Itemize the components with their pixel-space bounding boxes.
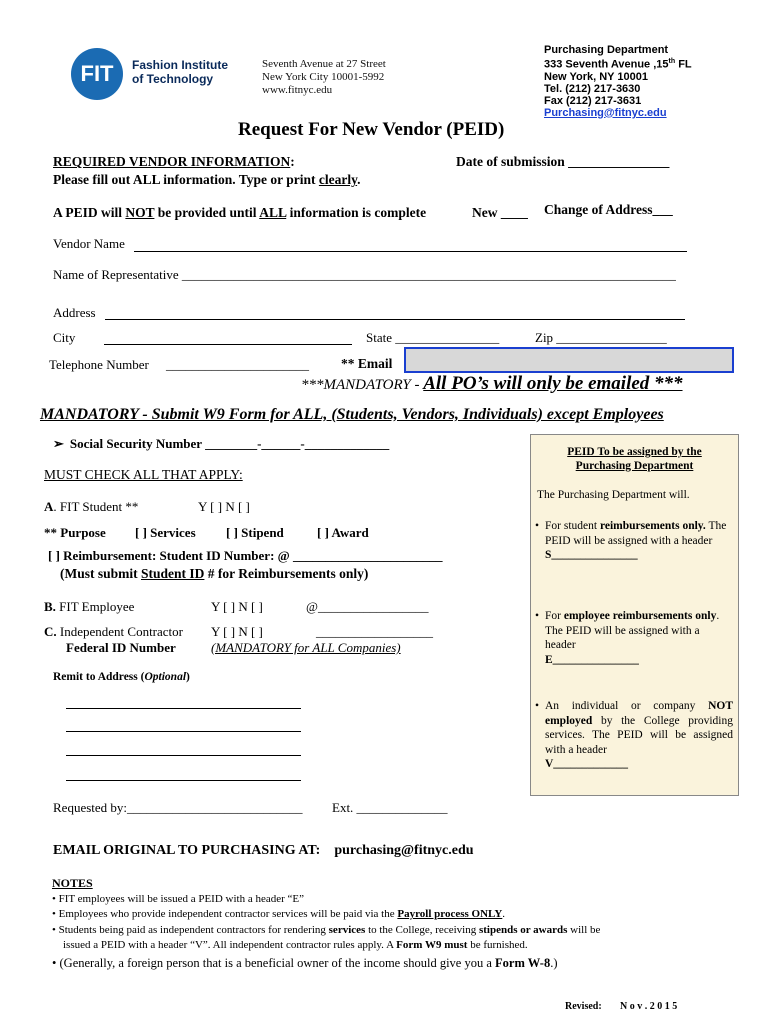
- mandatory-email-notice: ***MANDATORY - All PO’s will only be emailed ***: [301, 373, 683, 394]
- dept-address: 333 Seventh Avenue ,15th FL: [544, 58, 692, 71]
- email-original-instruction: EMAIL ORIGINAL TO PURCHASING AT: purchasing@fitnyc.edu: [53, 843, 474, 858]
- services-checkbox[interactable]: [ ] Services: [135, 525, 196, 540]
- logo-name-line2: of Technology: [132, 72, 214, 86]
- address-field[interactable]: [105, 319, 685, 320]
- purpose-label: ** Purpose: [44, 525, 106, 540]
- remit-line-3[interactable]: [66, 755, 301, 756]
- federal-id-mandatory: (MANDATORY for ALL Companies): [211, 640, 401, 655]
- revised-date: N o v . 2 0 1 5: [620, 1001, 678, 1012]
- stipend-checkbox[interactable]: [ ] Stipend: [226, 525, 284, 540]
- address-label: Address: [53, 305, 96, 320]
- telephone-field[interactable]: ______________________: [166, 357, 309, 372]
- sidebox-student-item: • For student reimbursements only. The PEID will be assigned with a header S_______________: [535, 520, 727, 561]
- bullet-icon: •: [535, 610, 540, 622]
- vendor-name-label: Vendor Name: [53, 236, 125, 251]
- peid-sidebox: [530, 434, 739, 796]
- note-3-cont: issued a PEID with a header “V”. All independent contractor rules apply. A Form W9 must be furnished.: [63, 939, 528, 951]
- addr-line2: New York City 10001-5992: [262, 71, 385, 83]
- college-address: [262, 58, 386, 97]
- sidebox-vendor-item: • An individual or company NOT employed by the College providing services. The PEID will be assigned with a header V_____________: [535, 700, 733, 770]
- fit-logo-mark: FIT: [71, 48, 123, 100]
- notes-title: NOTES: [52, 876, 93, 890]
- employee-yn-checkbox[interactable]: Y [ ] N [ ]: [211, 599, 263, 614]
- dept-email-link[interactable]: Purchasing@fitnyc.edu: [544, 106, 667, 119]
- remit-line-1[interactable]: [66, 708, 301, 709]
- w9-mandatory-notice: MANDATORY - Submit W9 Form for ALL, (Students, Vendors, Individuals) except Employees: [40, 406, 664, 423]
- fill-instructions: Please fill out ALL information. Type or print clearly.: [53, 172, 361, 187]
- notes-section: [52, 876, 600, 971]
- note-1: • FIT employees will be issued a PEID with a header “E”: [52, 892, 305, 905]
- city-label: City: [53, 330, 76, 345]
- dept-name: Purchasing Department: [544, 44, 669, 56]
- ssn-field[interactable]: ➢ Social Security Number ________-______-_____________: [53, 436, 390, 451]
- student-row: A. FIT Student **: [44, 499, 139, 514]
- representative-field[interactable]: Name of Representative ____________________________________________________________________________: [53, 267, 676, 282]
- form-title: Request For New Vendor (PEID): [238, 119, 505, 140]
- remit-line-4[interactable]: [66, 780, 301, 781]
- note-2: • Employees who provide independent contractor services will be paid via the Payroll process ONLY.: [52, 908, 506, 920]
- sidebox-intro: The Purchasing Department will.: [537, 489, 690, 501]
- sidebox-heading: PEID To be assigned by the Purchasing Department: [567, 446, 702, 472]
- fit-logo-name: [132, 58, 228, 86]
- purchasing-contact: [544, 44, 692, 119]
- logo-name-line1: Fashion Institute: [132, 58, 228, 72]
- new-vendor-option[interactable]: New ____: [472, 205, 528, 220]
- requested-by-field[interactable]: Requested by:___________________________: [53, 800, 303, 815]
- addr-line3: www.fitnyc.edu: [262, 84, 333, 96]
- peid-warning: A PEID will NOT be provided until ALL information is complete: [53, 205, 427, 220]
- dept-fax: Fax (212) 217-3631: [544, 94, 642, 107]
- bullet-icon: •: [535, 520, 540, 532]
- city-field[interactable]: [104, 344, 352, 345]
- required-heading: REQUIRED VENDOR INFORMATION:: [53, 154, 295, 169]
- email-label: ** Email: [341, 356, 393, 371]
- remit-label: Remit to Address (Optional): [53, 671, 190, 683]
- addr-line1: Seventh Avenue at 27 Street: [262, 58, 386, 70]
- reimbursement-checkbox[interactable]: [ ] Reimbursement: Student ID Number: @ _______________________: [48, 548, 443, 563]
- vendor-name-field[interactable]: [134, 251, 687, 252]
- note-4: • (Generally, a foreign person that is a beneficial owner of the income should give you a Form W-8.): [52, 955, 558, 970]
- change-of-address-option[interactable]: Change of Address___: [544, 202, 673, 217]
- email-input[interactable]: [404, 347, 734, 373]
- must-submit-student-id: (Must submit Student ID # for Reimbursements only): [60, 566, 369, 581]
- remit-line-2[interactable]: [66, 731, 301, 732]
- contractor-yn-checkbox[interactable]: Y [ ] N [ ]: [211, 624, 263, 639]
- bullet-icon: •: [535, 700, 540, 712]
- employee-row: B. FIT Employee: [44, 599, 135, 614]
- note-3: • Students being paid as independent contractors for rendering services to the College, receiving stipends or awards will be: [52, 923, 601, 936]
- award-checkbox[interactable]: [ ] Award: [317, 525, 369, 540]
- zip-field[interactable]: Zip _________________: [535, 330, 667, 345]
- employee-id-field[interactable]: @_________________: [306, 599, 429, 614]
- revised-label: Revised:: [565, 1001, 602, 1012]
- contractor-row: C. Independent Contractor: [44, 624, 183, 639]
- federal-id-label: Federal ID Number: [66, 640, 176, 655]
- arrow-bullet-icon: ➢: [53, 436, 64, 451]
- sidebox-employee-item: • For employee reimbursements only. The PEID will be assigned with a header E_______________: [535, 610, 720, 666]
- state-field[interactable]: State ________________: [366, 330, 500, 345]
- must-check-heading: MUST CHECK ALL THAT APPLY:: [44, 467, 243, 482]
- contractor-blank-field[interactable]: __________________: [316, 624, 433, 639]
- dept-tel: Tel. (212) 217-3630: [544, 82, 641, 95]
- telephone-label: Telephone Number: [49, 357, 149, 372]
- dept-city: New York, NY 10001: [544, 70, 648, 83]
- ext-field[interactable]: Ext. ______________: [332, 800, 448, 815]
- date-of-submission[interactable]: Date of submission _______________: [456, 154, 670, 169]
- student-yn-checkbox[interactable]: Y [ ] N [ ]: [198, 499, 250, 514]
